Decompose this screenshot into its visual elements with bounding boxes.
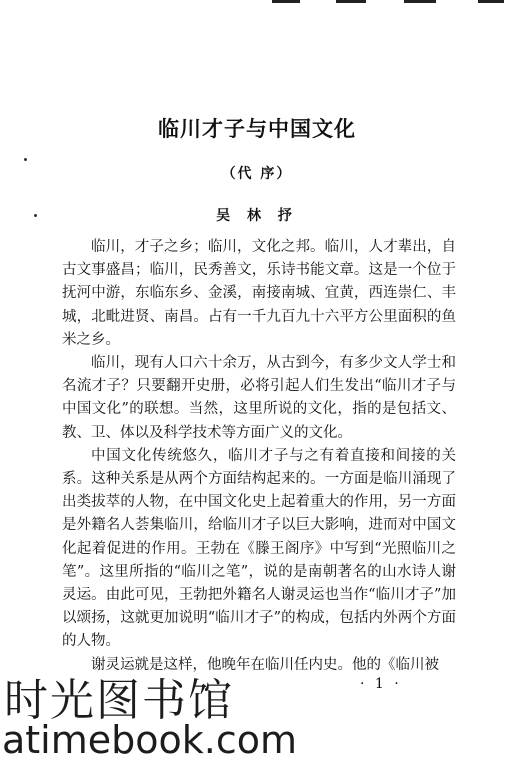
- subtitle: （代 序）: [221, 166, 293, 182]
- top-rule-4: [478, 0, 504, 3]
- top-rule-2: [336, 0, 366, 3]
- watermark-english: atimebook.com: [2, 718, 298, 762]
- paragraph: 临川，才子之乡；临川，文化之邦。临川，人才辈出，自古文事盛昌；临川，民秀善文，乐诗书能文章。这是一个位于抚河中游，东临东乡、金溪，南接南城、宜黄，西连崇仁、丰城，北毗进贤、南昌。占有一千九百九十六平方公里面积的鱼米之乡。: [62, 239, 456, 348]
- article-body: [62, 236, 456, 677]
- page-number: · 1 ·: [360, 676, 402, 692]
- paragraph: 临川，现有人口六十余万，从古到今，有多少文人学士和名流才子？只要翻开史册，必将引起人们生发出“临川才子与中国文化”的联想。当然，这里所说的文化，指的是包括文、教、卫、体以及科学技术等方面广义的文化。: [62, 355, 456, 441]
- page-title: 临川才子与中国文化: [158, 116, 356, 141]
- paragraph: 谢灵运就是这样，他晚年在临川任内史。他的《临川被: [91, 656, 439, 673]
- top-rule-3: [404, 0, 436, 3]
- margin-dot: [24, 158, 27, 161]
- top-rule-1: [272, 0, 300, 3]
- author-name: 吴 林 抒: [216, 208, 298, 224]
- watermark-chinese: 时光图书馆: [4, 675, 234, 726]
- paragraph: 中国文化传统悠久，临川才子与之有着直接和间接的关系。这种关系是从两个方面结构起来的。一方面是临川涌现了出类拔萃的人物，在中国文化史上起着重大的作用，另一方面是外籍名人荟集临川，给临川才子以巨大影响，进而对中国文化起着促进的作用。王勃在《滕王阁序》中写到“光照临川之笔”。这里所指的“临川之笔”，说的是南朝著名的山水诗人谢灵运。由此可见，王勃把外籍名人谢灵运也当作“临川才子”加以颂扬，这就更加说明“临川才子”的构成，包括内外两个方面的人物。: [62, 447, 456, 650]
